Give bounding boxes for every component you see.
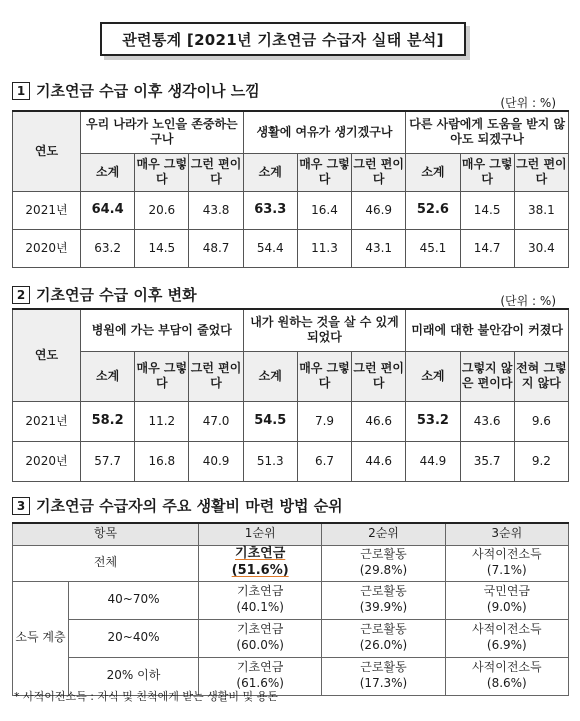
group-header: 우리 나라가 노인을 존중하는구나 <box>81 111 244 153</box>
table-row <box>13 191 569 229</box>
value-cell: 46.9 <box>352 191 406 229</box>
rank-cell <box>199 545 322 581</box>
section1-number: 1 <box>12 82 30 100</box>
value-cell: 44.6 <box>352 441 406 481</box>
year-cell: 2021년 <box>13 191 81 229</box>
rank-pct: (29.8%) <box>359 563 408 577</box>
rank-cell <box>322 657 445 695</box>
section1-table <box>12 110 569 268</box>
rank-header: 3순위 <box>445 523 568 545</box>
table-row <box>13 441 569 481</box>
value-cell: 7.9 <box>297 401 351 441</box>
value-cell: 43.8 <box>189 191 243 229</box>
value-cell: 57.7 <box>81 441 135 481</box>
value-cell: 11.3 <box>297 229 351 267</box>
rank-header: 항목 <box>13 523 199 545</box>
value-cell: 20.6 <box>135 191 189 229</box>
row-label: 전체 <box>13 545 199 581</box>
section2-number: 2 <box>12 286 30 304</box>
value-cell: 9.2 <box>514 441 568 481</box>
group-header: 미래에 대한 불안감이 커졌다 <box>406 309 569 351</box>
rank-cell <box>322 545 445 581</box>
table-row <box>13 229 569 267</box>
sub-header: 매우 그렇다 <box>135 351 189 401</box>
value-cell: 30.4 <box>514 229 568 267</box>
table-row <box>13 581 569 619</box>
rank-pct: (7.1%) <box>486 563 527 577</box>
section1-unit: (단위 : %) <box>500 96 556 110</box>
sub-header: 소계 <box>81 153 135 191</box>
rank-pct: (6.9%) <box>486 638 527 652</box>
section3-title: 기초연금 수급자의 주요 생활비 마련 방법 순위 <box>36 497 343 515</box>
rank-name: 기초연금 <box>236 584 284 599</box>
value-cell: 63.2 <box>81 229 135 267</box>
value-cell: 11.2 <box>135 401 189 441</box>
rank-cell <box>322 581 445 619</box>
year-cell: 2020년 <box>13 441 81 481</box>
value-cell: 64.4 <box>81 191 135 229</box>
rank-pct: (26.0%) <box>359 638 408 652</box>
value-cell: 47.0 <box>189 401 243 441</box>
value-cell: 14.7 <box>460 229 514 267</box>
section2-heading <box>12 284 197 305</box>
rank-name: 근로활동 <box>360 547 407 562</box>
rank-name: 사적이전소득 <box>472 547 542 562</box>
section1-title: 기초연금 수급 이후 생각이나 느낌 <box>36 82 260 100</box>
value-cell: 44.9 <box>406 441 460 481</box>
value-cell: 54.4 <box>243 229 297 267</box>
value-cell: 46.6 <box>352 401 406 441</box>
sub-header: 매우 그렇다 <box>297 153 351 191</box>
row-label: 20~40% <box>69 619 199 657</box>
sub-header: 소계 <box>406 351 460 401</box>
value-cell: 51.3 <box>243 441 297 481</box>
footnote: * 사적이전소득 : 자식 및 친척에게 받는 생활비 및 용돈 <box>14 690 278 703</box>
sub-header: 전혀 그렇지 않다 <box>514 351 568 401</box>
table-row <box>13 619 569 657</box>
section3-heading <box>12 495 343 516</box>
group-label: 소득 계층 <box>13 581 69 695</box>
value-cell: 35.7 <box>460 441 514 481</box>
sub-header: 매우 그렇다 <box>460 153 514 191</box>
value-cell: 63.3 <box>243 191 297 229</box>
value-cell: 14.5 <box>460 191 514 229</box>
rank-pct: (8.6%) <box>486 676 527 690</box>
sub-header: 소계 <box>243 351 297 401</box>
value-cell: 40.9 <box>189 441 243 481</box>
value-cell: 43.6 <box>460 401 514 441</box>
rank-header: 1순위 <box>199 523 322 545</box>
sub-header: 소계 <box>81 351 135 401</box>
rank-name: 근로활동 <box>360 584 407 599</box>
rank-pct: (51.6%) <box>231 563 289 578</box>
sub-header: 그렇지 않은 편이다 <box>460 351 514 401</box>
section3-number: 3 <box>12 497 30 515</box>
value-cell: 58.2 <box>81 401 135 441</box>
group-header: 다른 사람에게 도움을 받지 않아도 되겠구나 <box>406 111 569 153</box>
sub-header: 매우 그렇다 <box>297 351 351 401</box>
group-header: 병원에 가는 부담이 줄었다 <box>81 309 244 351</box>
value-cell: 45.1 <box>406 229 460 267</box>
rank-name: 국민연금 <box>483 584 531 599</box>
row-label: 20% 이하 <box>69 657 199 695</box>
value-cell: 52.6 <box>406 191 460 229</box>
rank-name: 근로활동 <box>360 660 407 675</box>
rank-name: 기초연금 <box>235 546 286 562</box>
rank-pct: (39.9%) <box>359 600 408 614</box>
rank-pct: (9.0%) <box>486 600 527 614</box>
sub-header: 소계 <box>243 153 297 191</box>
value-cell: 54.5 <box>243 401 297 441</box>
sub-header: 그런 편이다 <box>189 153 243 191</box>
section2-table <box>12 308 569 482</box>
sub-header: 그런 편이다 <box>189 351 243 401</box>
value-cell: 16.4 <box>297 191 351 229</box>
sub-header: 소계 <box>406 153 460 191</box>
year-cell: 2021년 <box>13 401 81 441</box>
rank-name: 기초연금 <box>236 660 284 675</box>
year-header: 연도 <box>13 111 81 191</box>
rank-cell <box>445 545 568 581</box>
rank-pct: (17.3%) <box>359 676 408 690</box>
sub-header: 매우 그렇다 <box>135 153 189 191</box>
rank-cell <box>199 581 322 619</box>
value-cell: 53.2 <box>406 401 460 441</box>
rank-pct: (40.1%) <box>236 600 284 614</box>
page-title: 관련통계 [2021년 기초연금 수급자 실태 분석] <box>100 22 466 56</box>
table-row <box>13 545 569 581</box>
rank-cell <box>322 619 445 657</box>
rank-header: 2순위 <box>322 523 445 545</box>
value-cell: 48.7 <box>189 229 243 267</box>
sub-header: 그런 편이다 <box>514 153 568 191</box>
sub-header: 그런 편이다 <box>352 153 406 191</box>
section2-unit: (단위 : %) <box>500 294 556 308</box>
rank-pct: (61.6%) <box>236 676 284 690</box>
rank-cell <box>445 581 568 619</box>
rank-cell <box>445 619 568 657</box>
sub-header: 그런 편이다 <box>352 351 406 401</box>
rank-name: 사적이전소득 <box>472 660 542 675</box>
row-label: 40~70% <box>69 581 199 619</box>
rank-name: 사적이전소득 <box>472 622 542 637</box>
value-cell: 6.7 <box>297 441 351 481</box>
year-header: 연도 <box>13 309 81 401</box>
value-cell: 9.6 <box>514 401 568 441</box>
rank-pct: (60.0%) <box>236 638 284 652</box>
section1-heading <box>12 80 260 101</box>
value-cell: 16.8 <box>135 441 189 481</box>
group-header: 내가 원하는 것을 살 수 있게 되었다 <box>243 309 406 351</box>
table-row <box>13 401 569 441</box>
rank-cell <box>199 619 322 657</box>
group-header: 생활에 여유가 생기겠구나 <box>243 111 406 153</box>
value-cell: 43.1 <box>352 229 406 267</box>
year-cell: 2020년 <box>13 229 81 267</box>
section2-title: 기초연금 수급 이후 변화 <box>36 286 197 304</box>
section3-table <box>12 522 569 696</box>
value-cell: 38.1 <box>514 191 568 229</box>
rank-name: 기초연금 <box>236 622 284 637</box>
rank-cell <box>445 657 568 695</box>
rank-name: 근로활동 <box>360 622 407 637</box>
value-cell: 14.5 <box>135 229 189 267</box>
